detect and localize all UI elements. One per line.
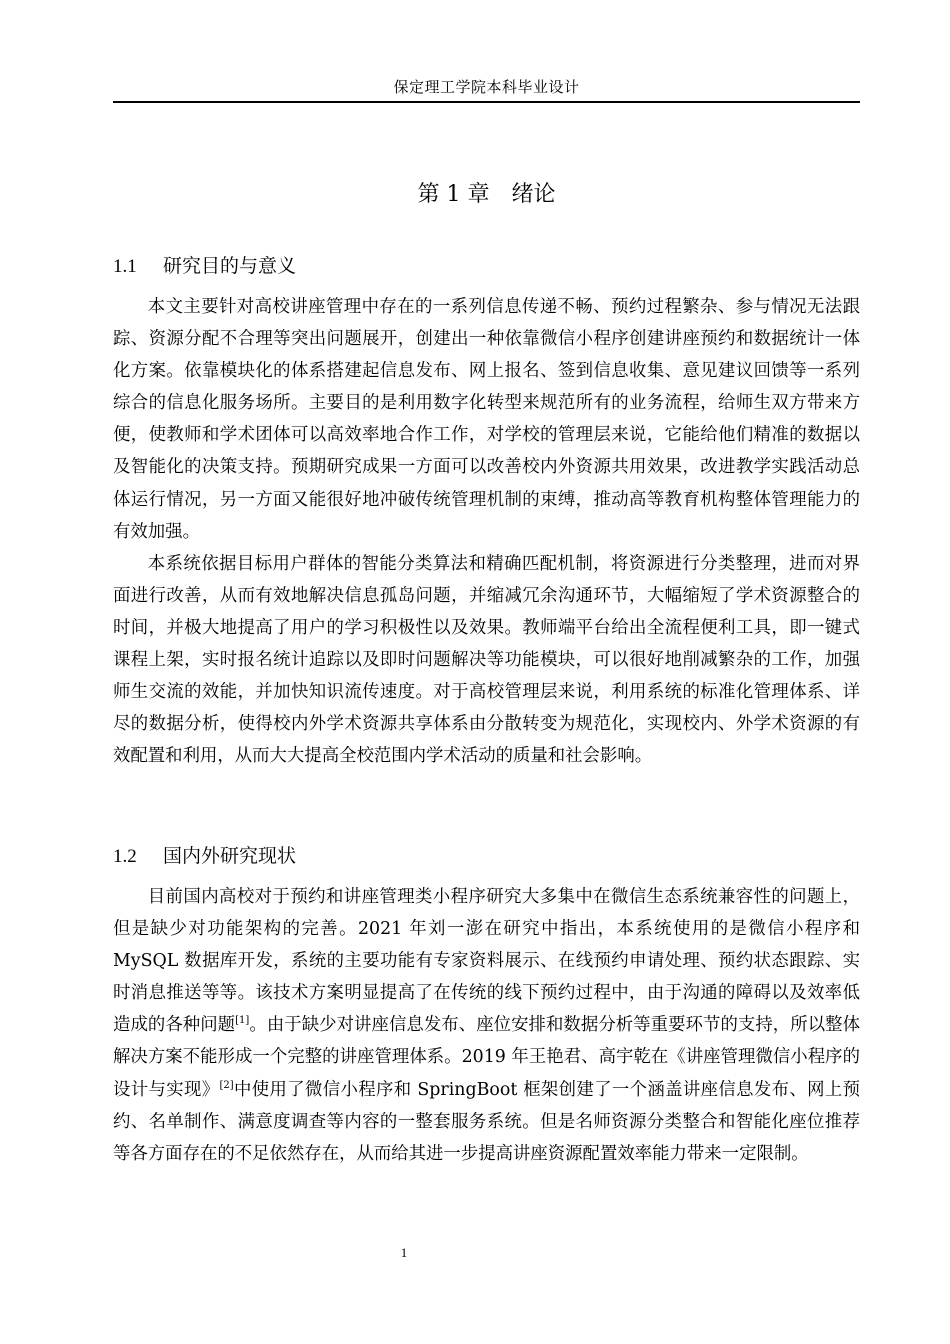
section-title: 研究目的与意义 — [163, 255, 297, 277]
chapter-title — [113, 180, 860, 210]
paragraph-text: 目前国内高校对于预约和讲座管理类小程序研究大多集中在微信生态系统兼容性的问题上，但是缺少对功能架构的完善。2021 年刘一澎在研究中指出，本系统使用的是微信小程序和 MySQL 数据库开发，系统的主要功能有专家资料展示、在线预约申请处理、预约状态跟踪、实时消息推送等等。该技术方案明显提高了在传统的线下预约过程中，由于沟通的障碍以及效率低造成的各种问题 — [113, 887, 860, 1036]
chapter-number: 第 1 章 — [417, 182, 490, 207]
paragraph-text: 。由于缺少对讲座信息发布、座位安排和数据分析等重要环节的支持，所以整体解决方案不能形成一个完整的讲座管理体系。2019 年王艳君、高宇乾在《讲座管理微信小程序的设计与实现》 — [113, 1015, 860, 1100]
section-number: 1.1 — [113, 256, 137, 277]
section-title: 国内外研究现状 — [163, 845, 297, 867]
paragraph: 本文主要针对高校讲座管理中存在的一系列信息传递不畅、预约过程繁杂、参与情况无法跟踪、资源分配不合理等突出问题展开，创建出一种依靠微信小程序创建讲座预约和数据统计一体化方案。依靠模块化的体系搭建起信息发布、网上报名、签到信息收集、意见建议回馈等一系列综合的信息化服务场所。主要目的是利用数字化转型来规范所有的业务流程，给师生双方带来方便，使教师和学术团体可以高效率地合作工作，对学校的管理层来说，它能给他们精准的数据以及智能化的决策支持。预期研究成果一方面可以改善校内外资源共用效果，改进教学实践活动总体运行情况，另一方面又能很好地冲破传统管理机制的束缚，推动高等教育机构整体管理能力的有效加强。 — [113, 297, 860, 542]
citation-ref: [2] — [219, 1079, 234, 1091]
citation-ref: [1] — [235, 1015, 250, 1027]
paragraph: 本系统依据目标用户群体的智能分类算法和精确匹配机制，将资源进行分类整理，进而对界面进行改善，从而有效地解决信息孤岛问题，并缩减冗余沟通环节，大幅缩短了学术资源整合的时间，并极大地提高了用户的学习积极性以及效果。教师端平台给出全流程便利工具，即一键式课程上架，实时报名统计追踪以及即时问题解决等功能模块，可以很好地削减繁杂的工作，加强师生交流的效能，并加快知识流传速度。对于高校管理层来说，利用系统的标准化管理体系、详尽的数据分析，使得校内外学术资源共享体系由分散转变为规范化，实现校内、外学术资源的有效配置和利用，从而大大提高全校范围内学术活动的质量和社会影响。 — [113, 553, 860, 767]
header-rule — [113, 101, 860, 103]
paragraph-text: 中使用了微信小程序和 SpringBoot 框架创建了一个涵盖讲座信息发布、网上预约、名单制作、满意度调查等内容的一整套服务系统。但是名师资源分类整合和智能化座位推荐等各方面存在的不足依然存在，从而给其进一步提高讲座资源配置效率能力带来一定限制。 — [113, 1079, 860, 1164]
page-number: 1 — [400, 1245, 408, 1260]
chapter-name: 绪论 — [511, 182, 556, 207]
section-number: 1.2 — [113, 846, 137, 867]
section-heading-1-1 — [113, 252, 860, 281]
section-1-1-body — [113, 291, 860, 772]
running-header: 保定理工学院本科毕业设计 — [393, 78, 580, 96]
section-heading-1-2 — [113, 842, 860, 871]
paragraph — [113, 881, 860, 1170]
section-1-2-body — [113, 881, 860, 1170]
